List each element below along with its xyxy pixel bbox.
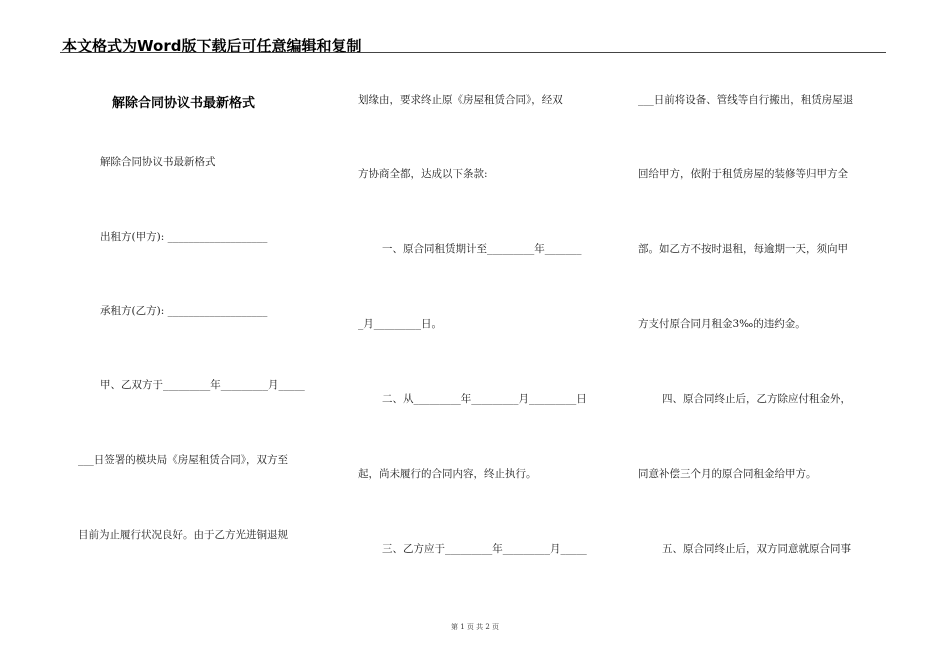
text-line: ___日前将设备、管线等自行搬出，租赁房屋退 bbox=[638, 94, 854, 106]
page-header: 本文格式为Word版下载后可任意编辑和复制 bbox=[62, 37, 362, 55]
text-line: 二、从_________年_________月_________日 bbox=[382, 393, 587, 405]
text-line: 同意补偿三个月的原合同租金给甲方。 bbox=[638, 468, 817, 480]
text-line: _月_________日。 bbox=[358, 318, 442, 330]
text-line: 五、原合同终止后，双方同意就原合同事 bbox=[662, 543, 851, 555]
text-line: 四、原合同终止后，乙方除应付租金外， bbox=[662, 393, 851, 405]
text-line: 部。如乙方不按时退租，每逾期一天，须向甲 bbox=[638, 243, 848, 255]
header-divider bbox=[60, 52, 886, 53]
text-line: 出租方(甲方): ___________________ bbox=[100, 231, 268, 243]
text-line: 三、乙方应于_________年_________月_____ bbox=[382, 543, 587, 555]
text-line: 目前为止履行状况良好。由于乙方光进铜退规 bbox=[78, 529, 288, 541]
text-line: 方支付原合同月租金3‰的违约金。 bbox=[638, 318, 806, 330]
text-line: ___日签署的模块局《房屋租赁合同》，双方至 bbox=[78, 454, 288, 466]
text-line: 一、原合同租赁期计至_________年_______ bbox=[382, 243, 582, 255]
text-line: 方协商全都，达成以下条款: bbox=[358, 168, 488, 180]
text-line: 划缘由，要求终止原《房屋租赁合同》，经双 bbox=[358, 94, 563, 106]
text-line: 甲、乙双方于_________年_________月_____ bbox=[100, 379, 305, 391]
text-line: 承租方(乙方): ___________________ bbox=[100, 305, 268, 317]
document-title: 解除合同协议书最新格式 bbox=[112, 96, 256, 111]
text-line: 起，尚未履行的合同内容，终止执行。 bbox=[358, 468, 537, 480]
text-line: 回给甲方，依附于租赁房屋的装修等归甲方全 bbox=[638, 168, 848, 180]
page-number-footer: 第 1 页 共 2 页 bbox=[450, 623, 500, 631]
text-line: 解除合同协议书最新格式 bbox=[100, 156, 216, 168]
